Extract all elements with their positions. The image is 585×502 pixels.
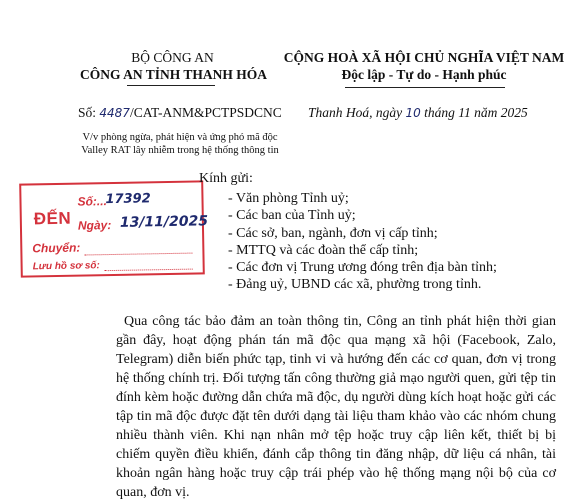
recipient-item: - Các ban của Tỉnh uỷ; (228, 208, 356, 224)
nation-title: CỘNG HOÀ XÃ HỘI CHỦ NGHĨA VIỆT NAM (283, 50, 565, 65)
body-paragraph: Qua công tác bảo đảm an toàn thông tin, Công an tỉnh phát hiện thời gian gần đây, hoạt động phán tán mã độc qua mạng xã hội (Facebook, Zalo, Telegram) diễn biến phức tạp, tinh vi và hướng đến các cơ quan, đơn vị trong hệ thống chính trị. Đối tượng tấn công thường giả mạo người quen, gửi tệp tin đính kèm hoặc đường dẫn chứa mã độc, dụ người dùng kích hoạt hoặc gửi các tập tin mã độc được đặt tên dưới dạng tài liệu tham khảo vào các nhóm chung nhiều thành viên. Khi nạn nhân mở tệp hoặc truy cập liên kết, thiết bị bị chiếm quyền điều khiển, đánh cắp thông tin đăng nhập, dữ liệu cá nhân, tài khoản ngân hàng hoặc truy cập trái phép vào hệ thống mạng nội bộ của cơ quan, đơn vị. (116, 314, 556, 500)
stamp-file-dots (105, 269, 193, 272)
stamp-number-value: 17392 (105, 191, 151, 208)
stamp-transfer-label: Chuyển: (32, 240, 81, 256)
doc-number-label: Số: (78, 105, 97, 120)
document-subject (60, 131, 300, 157)
received-stamp (19, 180, 209, 277)
motto-underline (345, 87, 505, 88)
recipient-item: - Các sở, ban, ngành, đơn vị cấp tỉnh; (228, 225, 438, 241)
recipient-item: - Các đơn vị Trung ương đóng trên địa bàn tỉnh; (228, 260, 497, 276)
recipient-item: - Văn phòng Tỉnh uỷ; (228, 191, 349, 206)
agency-underline (127, 85, 215, 86)
stamp-date-value: 13/11/2025 (119, 213, 209, 231)
recipient-list (228, 190, 497, 294)
document-number (78, 105, 282, 121)
stamp-number-label: Số:... (77, 194, 107, 209)
recipients-heading: Kính gửi: (199, 171, 253, 186)
place-date-suffix: tháng 11 năm 2025 (424, 105, 528, 120)
ministry-name: BỘ CÔNG AN (131, 50, 214, 65)
stamp-date-label: Ngày: (77, 218, 112, 233)
doc-number-suffix: /CAT-ANM&PCTPSDCNC (129, 105, 282, 120)
agency-name: CÔNG AN TỈNH THANH HÓA (80, 67, 268, 82)
subject-line-2: Valley RAT lây nhiễm trong hệ thống thông tin (81, 145, 279, 156)
subject-line-1: V/v phòng ngừa, phát hiện và ứng phó mã độc (82, 132, 278, 143)
stamp-den-label: ĐẾN (33, 208, 72, 229)
place-date (308, 105, 528, 121)
recipient-item: - MTTQ và các đoàn thể cấp tỉnh; (228, 242, 419, 258)
recipient-item: - Đảng uỷ, UBND các xã, phường trong tỉnh. (228, 277, 482, 293)
stamp-file-label: Lưu hồ sơ số: (32, 260, 100, 273)
doc-number-handwritten: 4487 (99, 106, 130, 120)
place-date-prefix: Thanh Hoá, ngày (308, 105, 403, 120)
stamp-transfer-dots (84, 253, 192, 256)
day-handwritten: 10 (405, 106, 421, 120)
national-motto: Độc lập - Tự do - Hạnh phúc (341, 67, 507, 82)
